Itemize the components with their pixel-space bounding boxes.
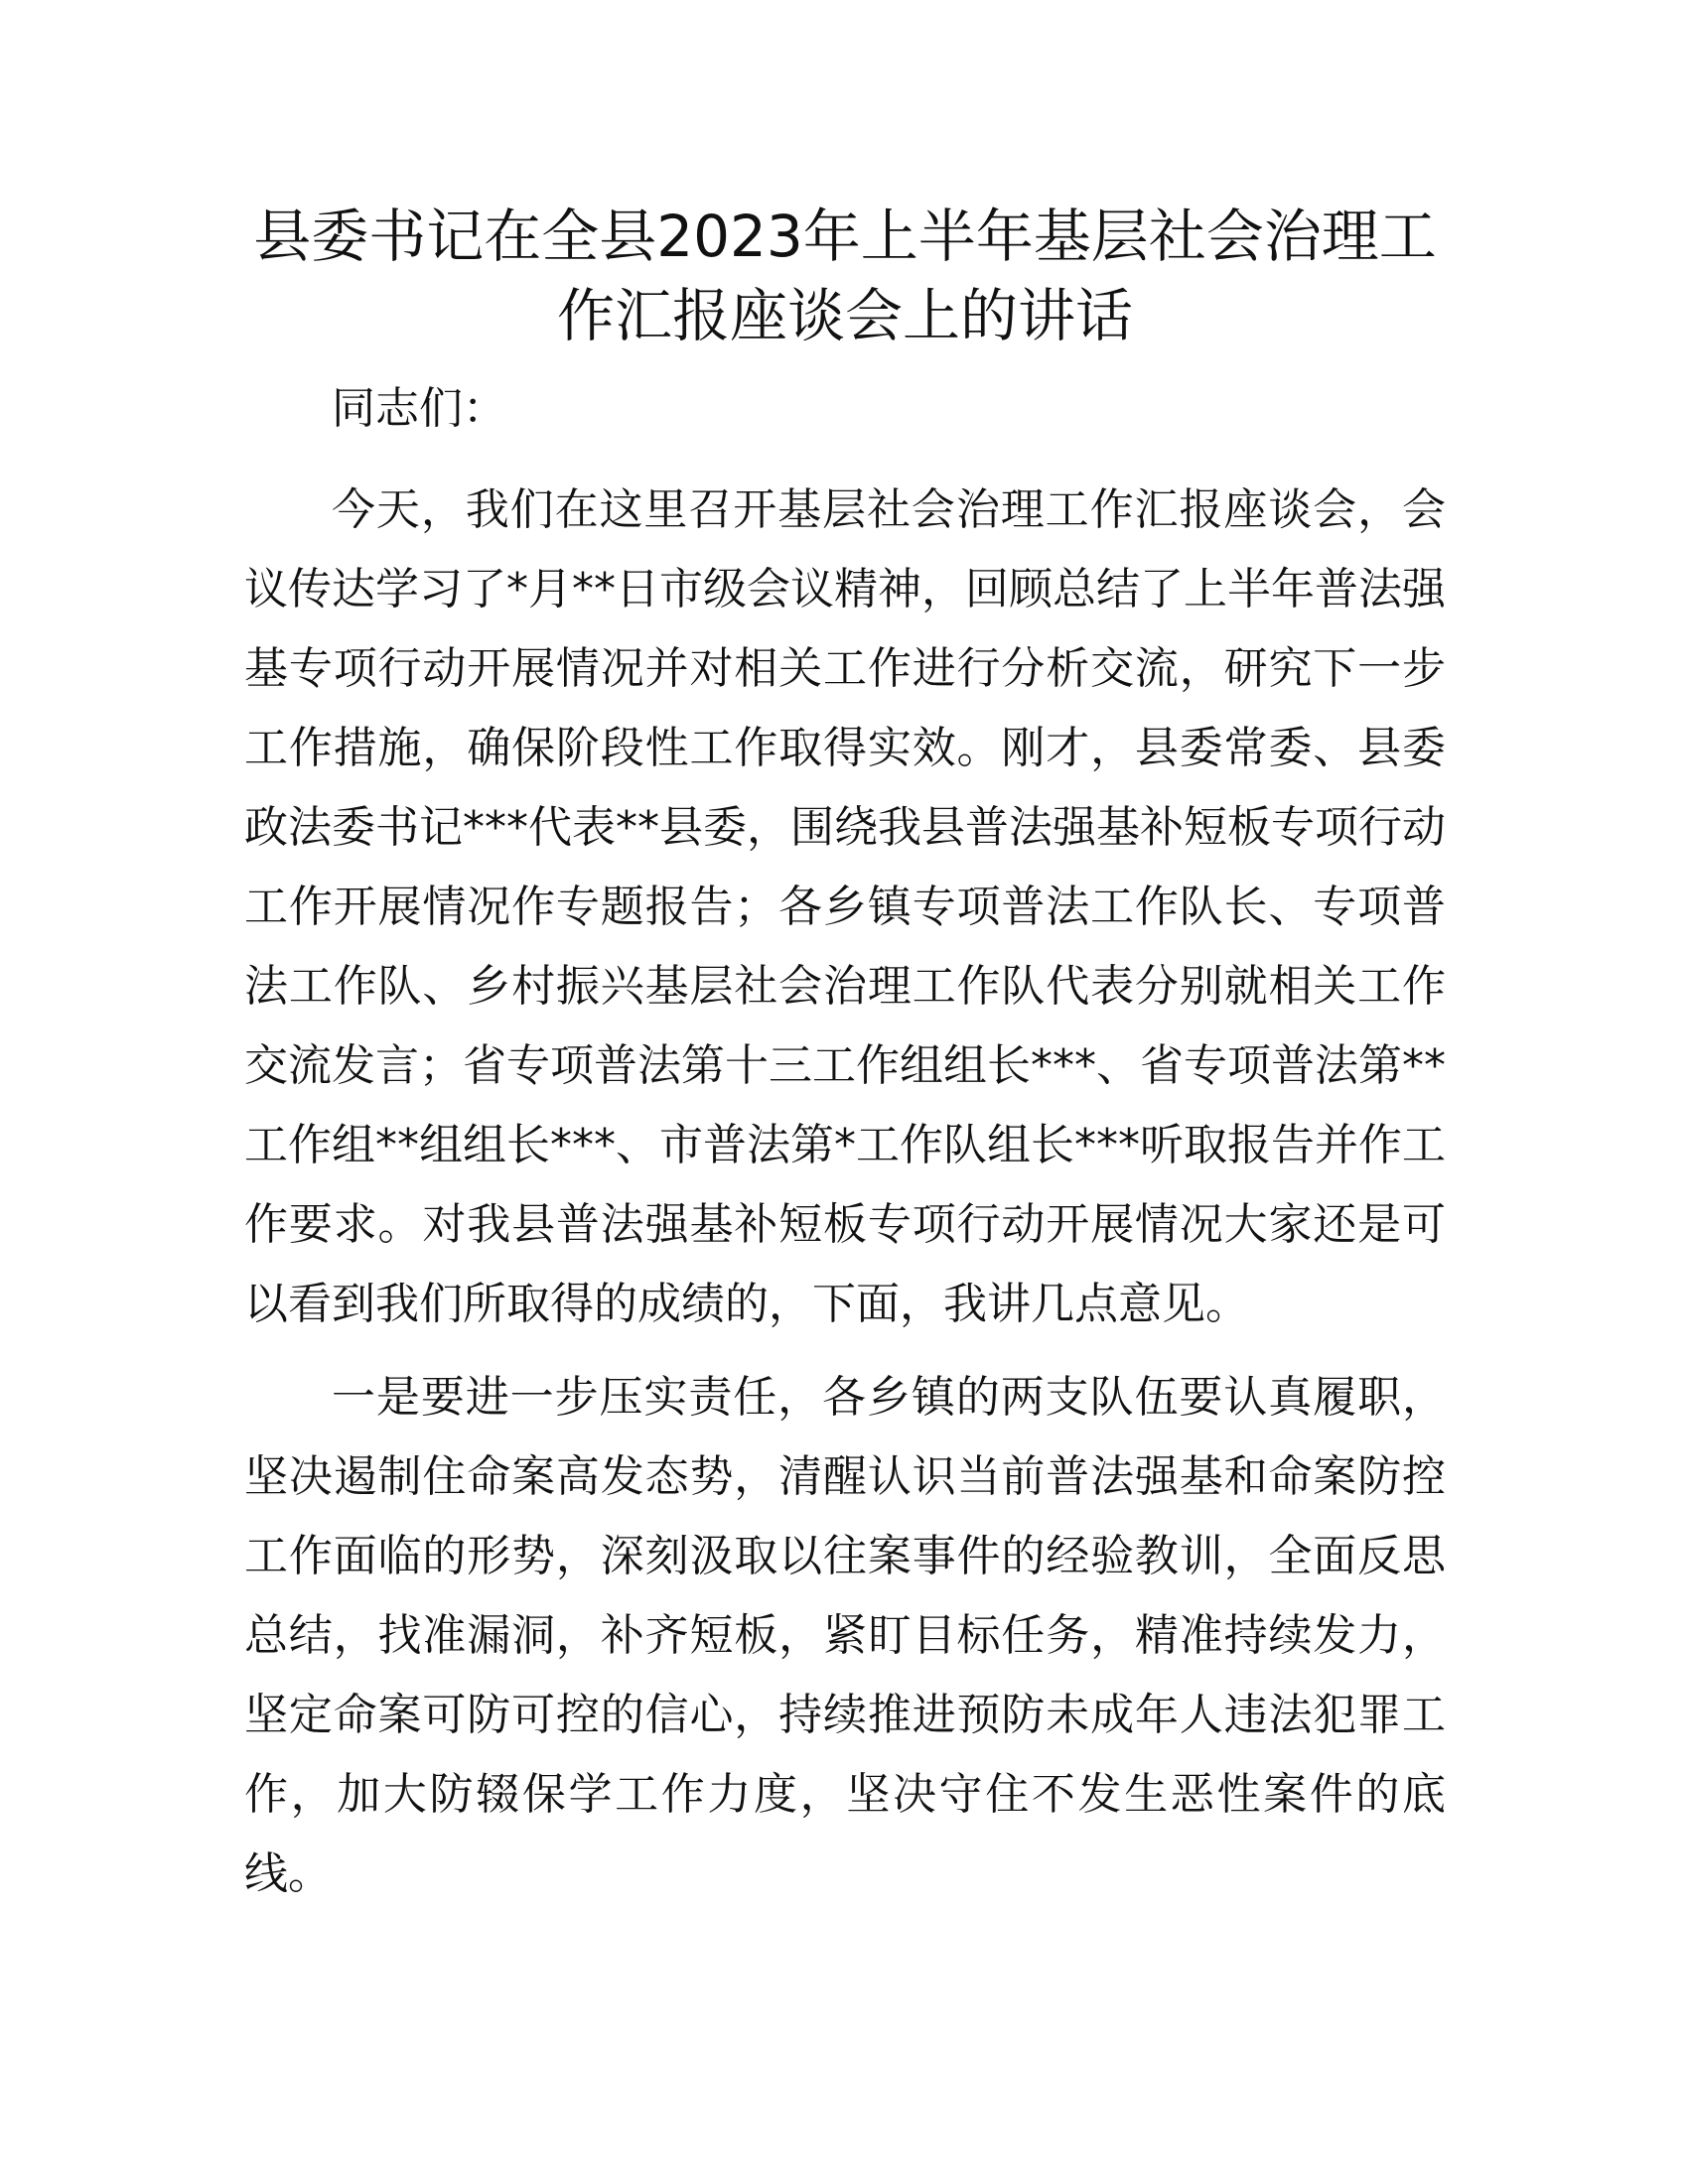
document-title-line-2: 作汇报座谈会上的讲话 [556,282,1133,349]
paragraph-opening: 今天，我们在这里召开基层社会治理工作汇报座谈会，会议传达学习了*月**日市级会议精神，回顾总结了上半年普法强基专项行动开展情况并对相关工作进行分析交流，研究下一步工作措施，确保阶段性工作取得实效。刚才，县委常委、县委政法委书记***代表**县委，围绕我县普法强基补短板专项行动工作开展情况作专题报告；各乡镇专项普法工作队长、专项普法工作队、乡村振兴基层社会治理工作队代表分别就相关工作交流发言；省专项普法第十三工作组组长***、省专项普法第**工作组**组组长***、市普法第*工作队组长***听取报告并作工作要求。对我县普法强基补短板专项行动开展情况大家还是可以看到我们所取得的成绩的，下面，我讲几点意见。 [244,484,1446,1329]
salutation: 同志们： [332,383,506,434]
document-body [244,197,1446,1914]
document-title [244,197,1446,355]
document-title-line-1: 县委书记在全县2023年上半年基层社会治理工 [253,203,1437,270]
paragraph-point-one: 一是要进一步压实责任，各乡镇的两支队伍要认真履职，坚决遏制住命案高发态势，清醒认识当前普法强基和命案防控工作面临的形势，深刻汲取以往案事件的经验教训，全面反思总结，找准漏洞，补齐短板，紧盯目标任务，精准持续发力，坚定命案可防可控的信心，持续推进预防未成年人违法犯罪工作，加大防辍保学工作力度，坚决守住不发生恶性案件的底线。 [244,1372,1446,1899]
